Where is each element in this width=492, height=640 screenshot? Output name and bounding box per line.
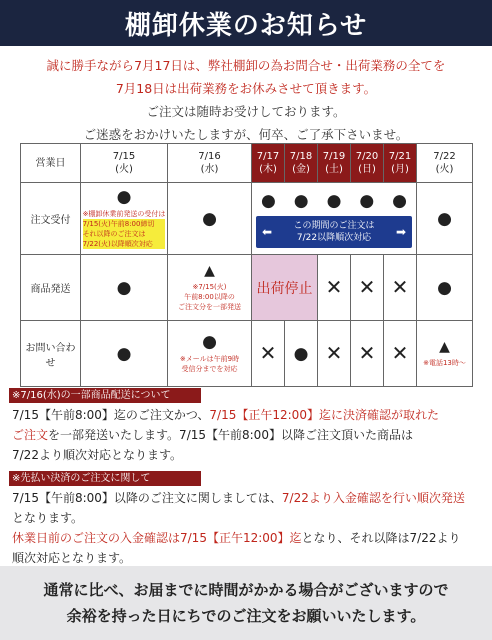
inquiry-0722 xyxy=(417,321,473,387)
inquiry-0717 xyxy=(252,321,285,387)
cross-mark: ✕ xyxy=(391,341,409,365)
date: 7/21 xyxy=(388,151,412,162)
triangle-mark: ▲ xyxy=(204,263,215,279)
shipping-0721 xyxy=(384,255,417,321)
text: 7/15【午前8:00】迄のご注文かつ、 xyxy=(12,408,210,422)
shipping-0720 xyxy=(351,255,384,321)
section2-heading: ※先払い決済のご注文に関して xyxy=(9,471,201,486)
arrow-right-icon: ➡ xyxy=(395,225,406,239)
circle-mark: ● xyxy=(202,209,217,229)
cross-mark: ✕ xyxy=(358,341,376,365)
note-line: ※7/15(火) xyxy=(192,283,227,291)
section1-heading: ※7/16(水)の一部商品配送について xyxy=(9,388,201,403)
text-red: 7/22より入金確認を行い順次発送 xyxy=(281,491,465,505)
weekday: (月) xyxy=(391,164,409,175)
date-col-0715 xyxy=(81,144,168,183)
weekday: (火) xyxy=(115,164,133,175)
date-col-0718 xyxy=(285,144,318,183)
section2-line-2: となります。 xyxy=(12,511,84,525)
date: 7/20 xyxy=(355,151,379,162)
section2-line-4: 順次対応となります。 xyxy=(12,551,132,565)
date-col-0717 xyxy=(252,144,285,183)
period-banner xyxy=(256,216,412,248)
cross-mark: ✕ xyxy=(325,275,343,299)
circle-mark: ● xyxy=(326,191,342,211)
intro-line-1a: 誠に勝手ながら xyxy=(46,58,135,73)
circle-mark: ● xyxy=(116,344,132,364)
date: 7/15 xyxy=(112,151,136,162)
cross-mark: ✕ xyxy=(259,341,277,365)
circle-mark: ● xyxy=(293,191,309,211)
note-line: ※棚卸休業前発送の受付は xyxy=(82,209,166,218)
section1-line-3: 7/22より順次対応となります。 xyxy=(12,448,182,462)
text-red: 休業日前のご注文の入金確認は7/15【正午12:00】迄 xyxy=(12,531,302,545)
orders-closed-period xyxy=(252,183,417,255)
circle-mark: ● xyxy=(260,191,276,211)
shipping-0719 xyxy=(318,255,351,321)
section2-line-1 xyxy=(12,488,482,508)
note-line: ※メールは午前9時 xyxy=(179,354,240,363)
text: となり、それ以降は7/22より xyxy=(301,531,461,545)
section1-line-2 xyxy=(12,425,482,445)
note-line: 午前8:00以降の xyxy=(184,293,235,301)
section1-line-1 xyxy=(12,405,482,425)
triangle-mark: ▲ xyxy=(439,339,450,355)
circle-mark: ● xyxy=(293,344,309,364)
section1-body xyxy=(12,405,482,465)
note-line: 受信分までを対応 xyxy=(181,364,238,373)
arrow-left-icon: ⬅ xyxy=(262,225,273,239)
footer-line-1: 通常に比べ、お届までに時間がかかる場合がございますので xyxy=(43,581,449,599)
inquiry-0719 xyxy=(318,321,351,387)
weekday: (土) xyxy=(325,164,343,175)
cross-mark: ✕ xyxy=(325,341,343,365)
circle-mark: ● xyxy=(437,278,452,298)
email-note xyxy=(180,354,239,374)
date: 7/22 xyxy=(433,151,456,162)
inquiry-0716 xyxy=(168,321,252,387)
inquiry-0715 xyxy=(81,321,168,387)
intro-line-3: ご注文は随時お受けしております。 xyxy=(146,104,346,119)
text: 7/15【午前8:00】以降のご注文に関しましては、 xyxy=(12,491,282,505)
shipping-row xyxy=(21,255,473,321)
footer-notice xyxy=(0,566,492,640)
circle-mark: ● xyxy=(437,209,452,229)
circle-mark: ● xyxy=(116,278,132,298)
orders-row xyxy=(21,183,473,255)
circle-mark: ● xyxy=(359,191,375,211)
weekday: (木) xyxy=(259,164,277,175)
inquiry-row xyxy=(21,321,473,387)
phone-note: ※電話13時〜 xyxy=(423,359,466,367)
date-col-0720 xyxy=(351,144,384,183)
date: 7/17 xyxy=(256,151,280,162)
circle-mark: ● xyxy=(116,186,132,207)
date: 7/16 xyxy=(198,151,221,162)
weekday: (水) xyxy=(200,164,219,175)
text-red: ご注文 xyxy=(12,428,49,442)
circle-mark: ● xyxy=(392,191,407,211)
shipping-stop-label: 出荷停止 xyxy=(252,255,318,321)
page-header xyxy=(0,0,492,46)
intro-line-1b: 7月17日は xyxy=(134,58,196,73)
orders-0722 xyxy=(417,183,473,255)
shipping-0722 xyxy=(417,255,473,321)
cross-mark: ✕ xyxy=(391,275,409,299)
intro-text xyxy=(0,54,492,146)
partial-ship-note xyxy=(178,282,241,312)
note-line: ご注文分を一部発送 xyxy=(178,303,241,311)
date-col-0721 xyxy=(384,144,417,183)
schedule-table xyxy=(20,143,473,387)
cross-mark: ✕ xyxy=(358,275,376,299)
row-label-inquiry: お問い合わせ xyxy=(21,321,81,387)
text: を一部発送いたします。7/15【午前8:00】以降ご注文頂いた商品は xyxy=(48,428,413,442)
shipping-0716 xyxy=(168,255,252,321)
orders-0715 xyxy=(81,183,168,255)
section2-body xyxy=(12,488,482,568)
date: 7/18 xyxy=(289,151,313,162)
intro-line-1c: 、弊社棚卸の為お問合せ・出荷業務の全てを xyxy=(195,58,446,73)
date-col-0722 xyxy=(417,144,473,183)
weekday: (日) xyxy=(358,164,376,175)
banner-line-2: 7/22以降順次対応 xyxy=(296,233,372,243)
inquiry-0718 xyxy=(285,321,318,387)
intro-line-2: 7月18日は出荷業務をお休みさせて頂きます。 xyxy=(115,81,377,96)
orders-0716 xyxy=(168,183,252,255)
inquiry-0720 xyxy=(351,321,384,387)
corner-label: 営業日 xyxy=(21,144,81,183)
weekday: (金) xyxy=(292,164,310,175)
date: 7/19 xyxy=(322,151,346,162)
section2-line-3 xyxy=(12,528,482,548)
row-label-orders: 注文受付 xyxy=(21,183,81,255)
inquiry-0721 xyxy=(384,321,417,387)
note-line: 7/22(火)以降順次対応 xyxy=(83,239,166,249)
date-col-0716 xyxy=(168,144,252,183)
page-title: 棚卸休業のお知らせ xyxy=(124,10,368,41)
date-header-row xyxy=(21,144,473,183)
circle-mark: ● xyxy=(202,331,217,352)
weekday: (火) xyxy=(435,164,454,175)
intro-line-4: ご迷惑をおかけいたしますが、何卒、ご了承下さいませ。 xyxy=(83,127,409,142)
date-col-0719 xyxy=(318,144,351,183)
row-label-shipping: 商品発送 xyxy=(21,255,81,321)
intro-line-1 xyxy=(0,54,492,77)
text-red: 7/15【正午12:00】迄に決済確認が取れた xyxy=(209,408,439,422)
footer-line-2: 余裕を持った日にちでのご注文をお願いいたします。 xyxy=(66,607,426,625)
order-deadline-note xyxy=(83,209,166,249)
note-line: 7/15(火)午前8:00締切 xyxy=(83,219,166,229)
banner-line-1: この期間のご注文は xyxy=(293,221,375,231)
note-line: それ以降のご注文は xyxy=(83,229,166,239)
shipping-0715 xyxy=(81,255,168,321)
